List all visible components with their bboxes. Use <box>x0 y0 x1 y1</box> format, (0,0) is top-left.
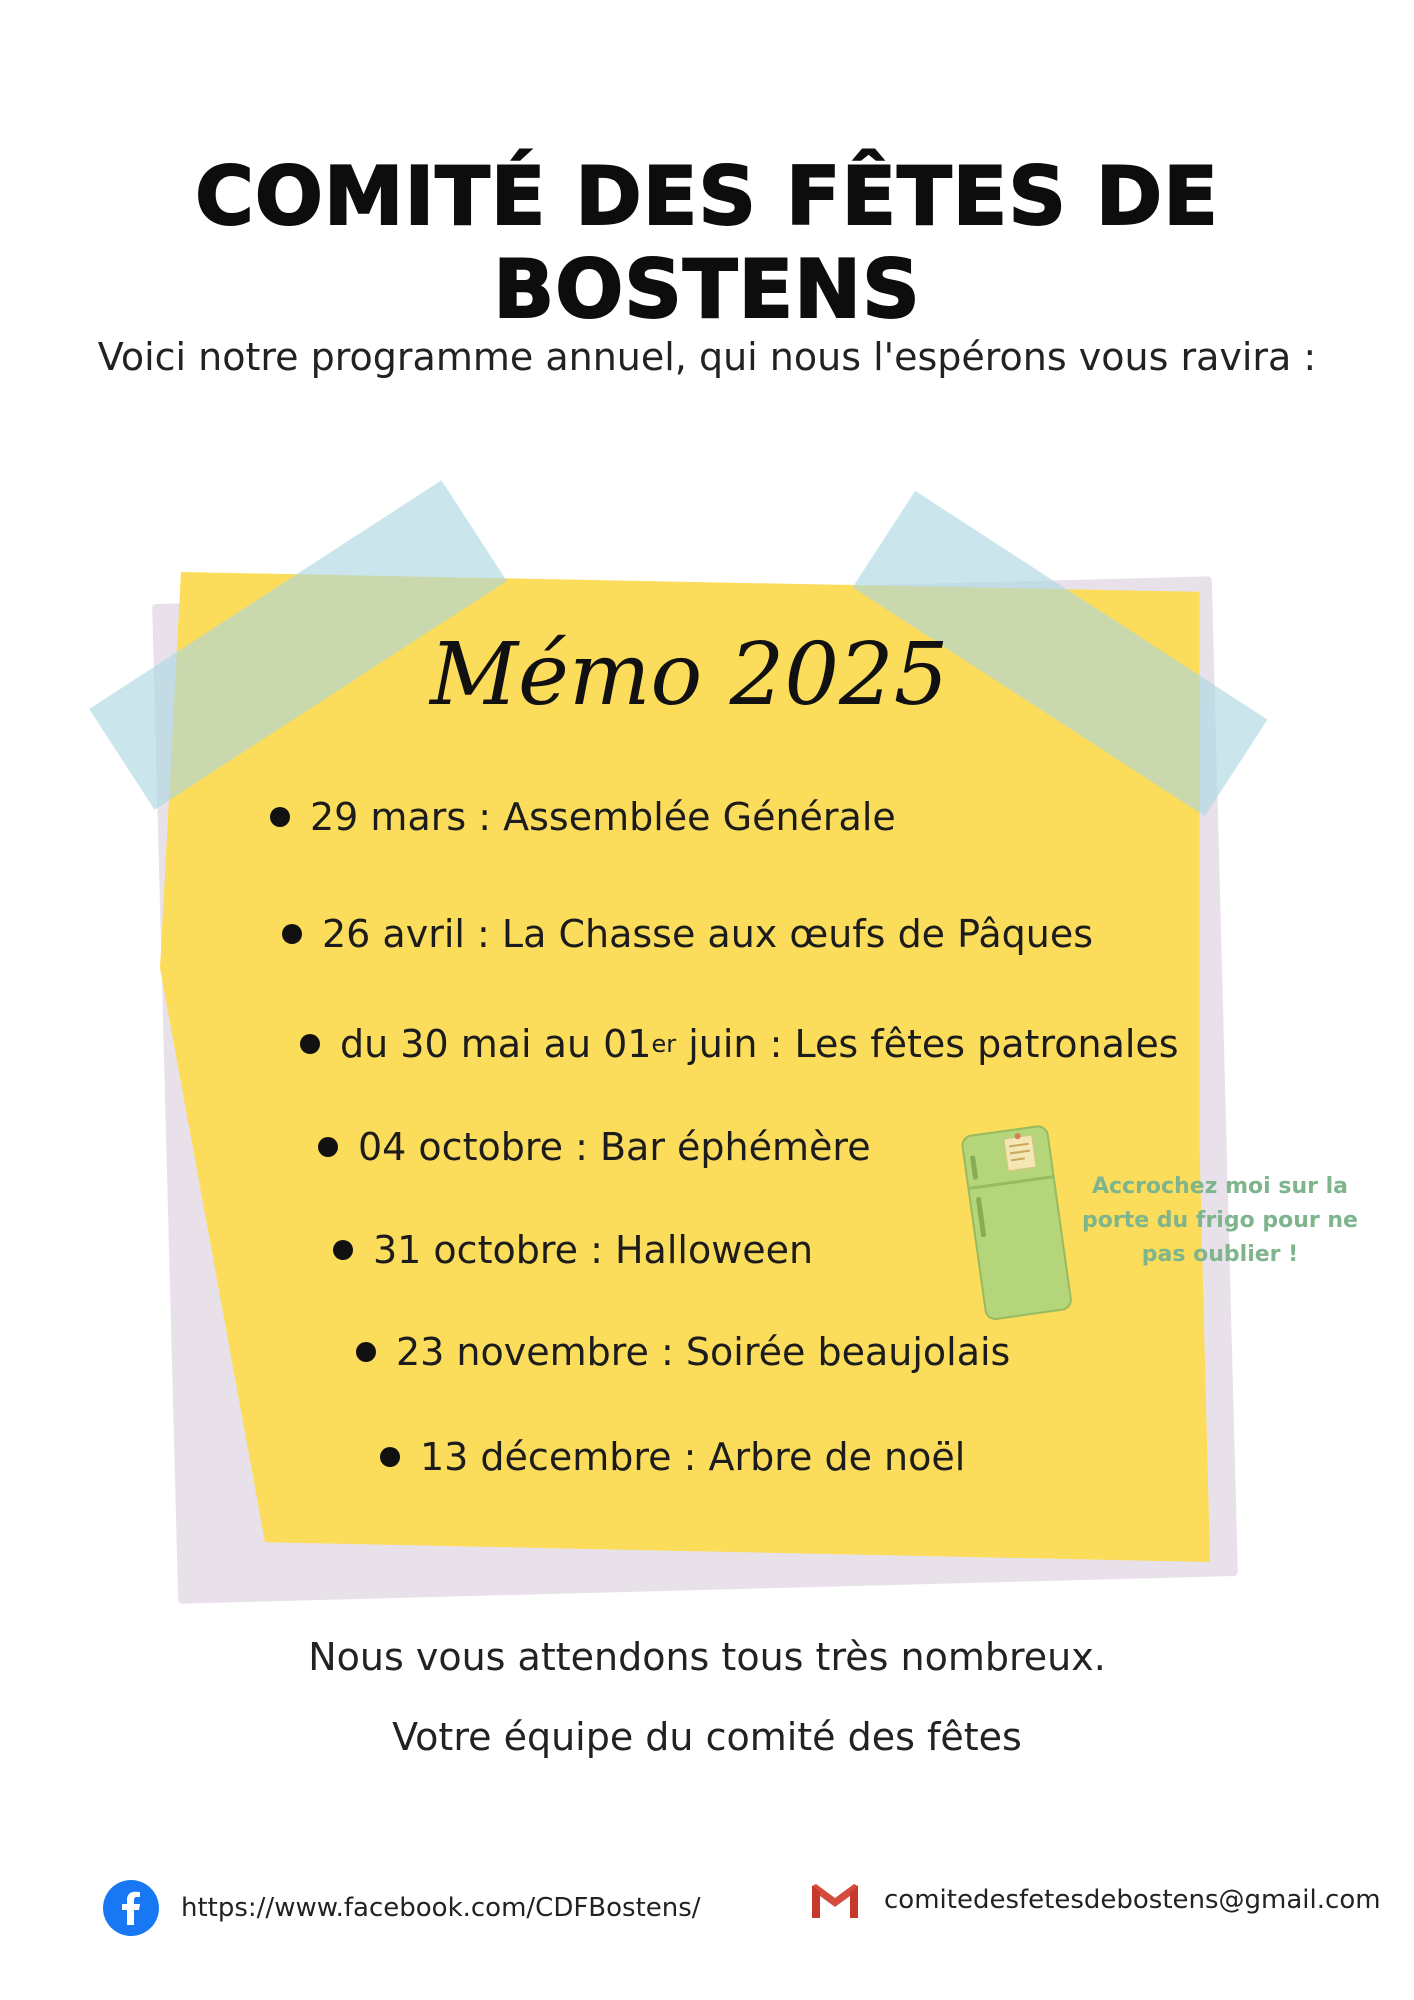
fridge-icon <box>958 1120 1078 1330</box>
bullet-icon <box>282 924 302 944</box>
event-label: La Chasse aux œufs de Pâques <box>501 912 1094 956</box>
event-item: 13 décembre : Arbre de noël <box>380 1435 965 1479</box>
event-label: Halloween <box>614 1228 814 1272</box>
event-date: 29 mars <box>310 795 467 839</box>
facebook-icon <box>103 1880 159 1936</box>
event-date: 13 décembre <box>420 1435 672 1479</box>
gmail-icon <box>808 1880 862 1920</box>
event-item: 23 novembre : Soirée beaujolais <box>356 1330 1010 1374</box>
event-item: 26 avril : La Chasse aux œufs de Pâques <box>282 912 1093 956</box>
event-label: Les fêtes patronales <box>794 1022 1179 1066</box>
event-item: 29 mars : Assemblée Générale <box>270 795 896 839</box>
event-label: Soirée beaujolais <box>685 1330 1011 1374</box>
fridge-note: Accrochez moi sur la porte du frigo pour ne pas oublier ! <box>1082 1174 1358 1267</box>
event-item: 31 octobre : Halloween <box>333 1228 813 1272</box>
email-address[interactable]: comitedesfetesdebostens@gmail.com <box>884 1885 1381 1915</box>
bullet-icon <box>318 1137 338 1157</box>
closing-line-1: Nous vous attendons tous très nombreux. <box>308 1635 1106 1679</box>
facebook-url[interactable]: https://www.facebook.com/CDFBostens/ <box>181 1893 701 1923</box>
event-date: 31 octobre <box>373 1228 579 1272</box>
event-date: 04 octobre <box>358 1125 564 1169</box>
bullet-icon <box>270 807 290 827</box>
bullet-icon <box>356 1342 376 1362</box>
intro-text: Voici notre programme annuel, qui nous l'espérons vous ravira : <box>97 335 1317 379</box>
closing-line-2: Votre équipe du comité des fêtes <box>392 1715 1022 1759</box>
event-label: Bar éphémère <box>599 1125 871 1169</box>
event-item: du 30 mai au 01 er juin : Les fêtes patronales <box>300 1022 1179 1066</box>
event-date-prefix: du 30 mai au 01 <box>340 1022 652 1066</box>
event-item: 04 octobre : Bar éphémère <box>318 1125 871 1169</box>
page-title: COMITÉ DES FÊTES DE BOSTENS <box>195 150 1219 336</box>
event-date-suffix: juin <box>688 1022 758 1066</box>
email-link[interactable] <box>808 1880 1381 1920</box>
event-label: Arbre de noël <box>708 1435 966 1479</box>
event-label: Assemblée Générale <box>503 795 896 839</box>
bullet-icon <box>333 1240 353 1260</box>
facebook-link[interactable] <box>103 1880 701 1936</box>
memo-title: Mémo 2025 <box>430 625 949 725</box>
bullet-icon <box>380 1447 400 1467</box>
event-date: 26 avril <box>322 912 465 956</box>
event-date: 23 novembre <box>396 1330 649 1374</box>
bullet-icon <box>300 1034 320 1054</box>
